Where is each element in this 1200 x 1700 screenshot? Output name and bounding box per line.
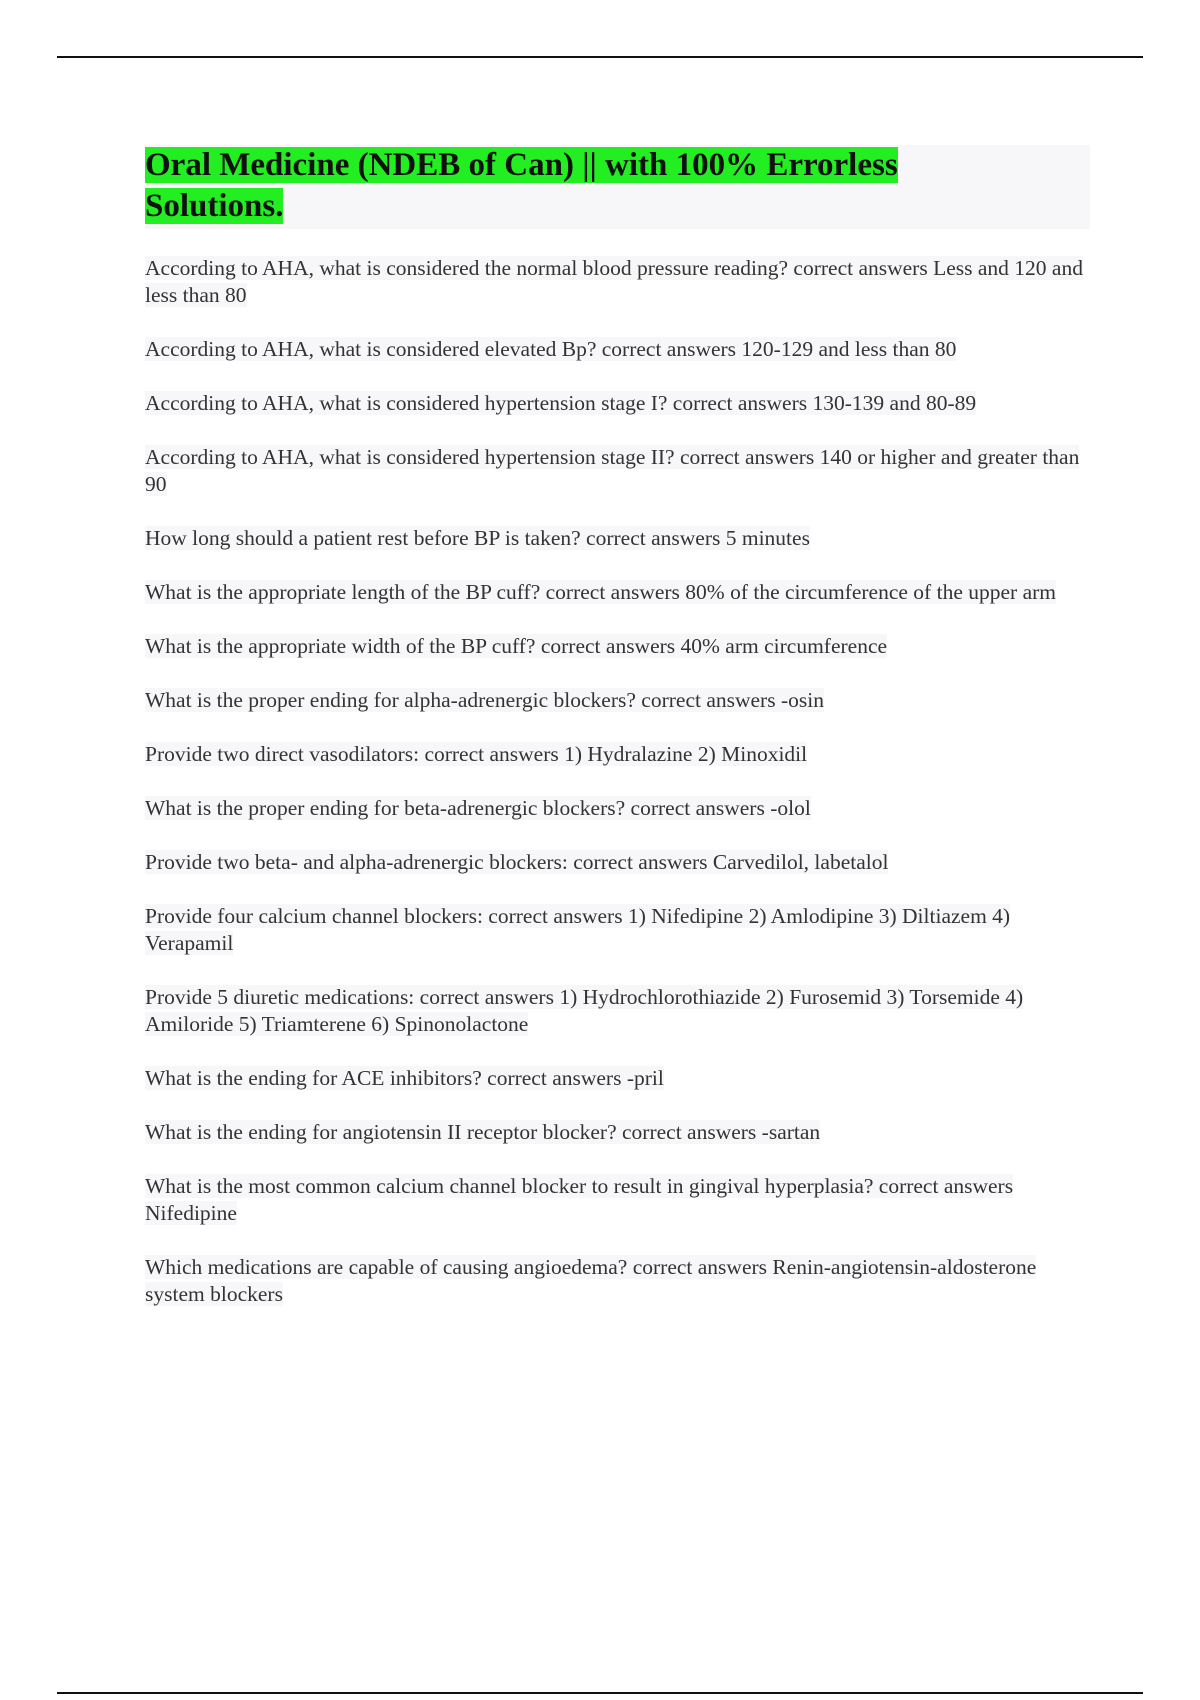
qa-item — [145, 1173, 1090, 1227]
footer-rule — [57, 1692, 1143, 1694]
document-body — [145, 145, 1090, 1335]
qa-item — [145, 255, 1090, 309]
document-title-text: Oral Medicine (NDEB of Can) || with 100% Errorless Solutions. — [145, 147, 898, 224]
qa-text: What is the proper ending for beta-adrenergic blockers? correct answers -olol — [145, 796, 811, 820]
qa-item — [145, 795, 1090, 822]
qa-item — [145, 633, 1090, 660]
qa-item — [145, 741, 1090, 768]
qa-item — [145, 1119, 1090, 1146]
qa-text: Provide 5 diuretic medications: correct answers 1) Hydrochlorothiazide 2) Furosemid 3) Torsemide 4) Amiloride 5) Triamterene 6) Spinonolactone — [145, 985, 1024, 1036]
qa-text: What is the appropriate length of the BP cuff? correct answers 80% of the circumference of the upper arm — [145, 580, 1056, 604]
qa-item — [145, 1065, 1090, 1092]
qa-text: According to AHA, what is considered the normal blood pressure reading? correct answers Less and 120 and less than 80 — [145, 256, 1083, 307]
qa-item — [145, 444, 1090, 498]
qa-item — [145, 1254, 1090, 1308]
qa-text: Which medications are capable of causing angioedema? correct answers Renin-angiotensin-aldosterone system blockers — [145, 1255, 1037, 1306]
qa-text: What is the proper ending for alpha-adrenergic blockers? correct answers -osin — [145, 688, 824, 712]
qa-text: What is the ending for ACE inhibitors? correct answers -pril — [145, 1066, 664, 1090]
qa-item — [145, 849, 1090, 876]
qa-item — [145, 984, 1090, 1038]
qa-text: Provide two direct vasodilators: correct answers 1) Hydralazine 2) Minoxidil — [145, 742, 808, 766]
title-block — [145, 145, 1090, 229]
qa-text: According to AHA, what is considered hypertension stage II? correct answers 140 or higher and greater than 90 — [145, 445, 1080, 496]
qa-item — [145, 390, 1090, 417]
qa-text: What is the most common calcium channel blocker to result in gingival hyperplasia? correct answers Nifedipine — [145, 1174, 1014, 1225]
qa-item — [145, 579, 1090, 606]
qa-text: How long should a patient rest before BP is taken? correct answers 5 minutes — [145, 526, 810, 550]
qa-item — [145, 687, 1090, 714]
qa-text: What is the ending for angiotensin II receptor blocker? correct answers -sartan — [145, 1120, 821, 1144]
header-rule — [57, 56, 1143, 58]
qa-text: What is the appropriate width of the BP cuff? correct answers 40% arm circumference — [145, 634, 888, 658]
qa-item — [145, 903, 1090, 957]
qa-text: According to AHA, what is considered hypertension stage I? correct answers 130-139 and 80-89 — [145, 391, 977, 415]
qa-text: Provide two beta- and alpha-adrenergic blockers: correct answers Carvedilol, labetalol — [145, 850, 889, 874]
document-title — [145, 145, 1005, 227]
qa-item — [145, 336, 1090, 363]
qa-text: Provide four calcium channel blockers: correct answers 1) Nifedipine 2) Amlodipine 3) Diltiazem 4) Verapamil — [145, 904, 1011, 955]
qa-text: According to AHA, what is considered elevated Bp? correct answers 120-129 and less than 80 — [145, 337, 957, 361]
qa-item — [145, 525, 1090, 552]
